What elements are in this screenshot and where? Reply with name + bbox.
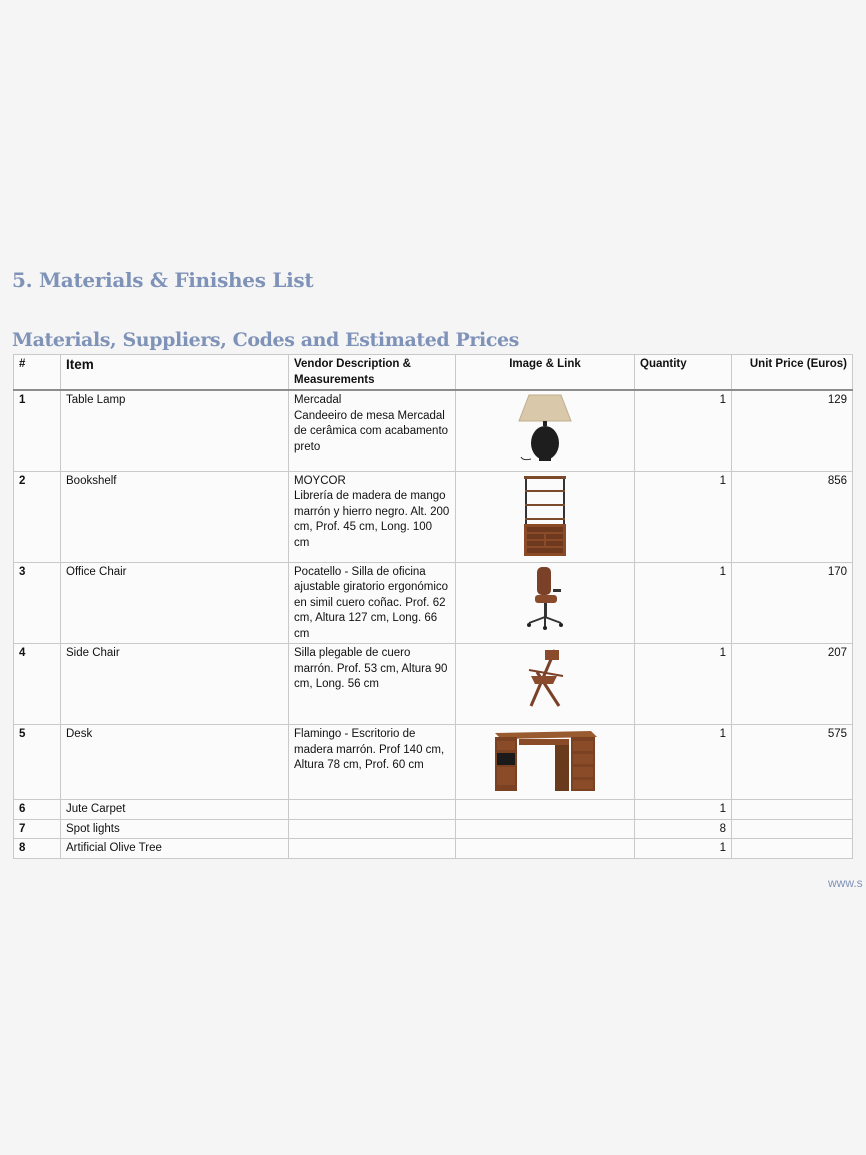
vendor-description [289, 800, 456, 820]
footer-website-link[interactable]: www.s [828, 876, 863, 890]
quantity: 8 [635, 819, 732, 839]
product-image-cell[interactable] [456, 725, 635, 800]
row-number: 4 [14, 644, 61, 725]
unit-price: 129 [732, 390, 853, 471]
materials-subtitle: Materials, Suppliers, Codes and Estimated Prices [12, 329, 519, 351]
quantity: 1 [635, 839, 732, 859]
vendor-text: Flamingo - Escritorio de madera marrón. Prof 140 cm, Altura 78 cm, Prof. 60 cm [294, 728, 445, 771]
desk-image[interactable] [491, 727, 599, 795]
table-row [14, 725, 853, 800]
item-name: Table Lamp [61, 390, 289, 471]
vendor-text: Silla plegable de cuero marrón. Prof. 53 cm, Altura 90 cm, Long. 56 cm [294, 647, 448, 690]
item-name: Spot lights [61, 819, 289, 839]
product-image-cell[interactable] [456, 471, 635, 562]
item-name: Jute Carpet [61, 800, 289, 820]
table-row [14, 839, 853, 859]
vendor-text: Mercadal Candeeiro de mesa Mercadal de cerâmica com acabamento preto [294, 394, 449, 453]
bookshelf-image[interactable] [523, 474, 567, 558]
row-number: 1 [14, 390, 61, 471]
row-number: 8 [14, 839, 61, 859]
vendor-description [289, 725, 456, 800]
col-header-number: # [14, 355, 61, 391]
table-row [14, 562, 853, 644]
vendor-text: Pocatello - Silla de oficina ajustable giratorio ergonómico en simil cuero coñac. Prof. 62 cm, Altura 127 cm, Long. 66 cm [294, 565, 449, 640]
table-lamp-image[interactable] [515, 393, 575, 463]
col-header-vendor: Vendor Description & Measurements [289, 355, 456, 391]
office-chair-image[interactable] [525, 565, 565, 631]
item-name: Artificial Olive Tree [61, 839, 289, 859]
quantity: 1 [635, 725, 732, 800]
product-image-cell [456, 839, 635, 859]
unit-price: 170 [732, 562, 853, 644]
item-name: Desk [61, 725, 289, 800]
unit-price: 575 [732, 725, 853, 800]
col-header-quantity: Quantity [635, 355, 732, 391]
product-image-cell [456, 819, 635, 839]
quantity: 1 [635, 471, 732, 562]
section-title: 5. Materials & Finishes List [12, 268, 314, 292]
quantity: 1 [635, 644, 732, 725]
table-row [14, 644, 853, 725]
row-number: 5 [14, 725, 61, 800]
row-number: 7 [14, 819, 61, 839]
unit-price [732, 839, 853, 859]
unit-price [732, 819, 853, 839]
vendor-description [289, 390, 456, 471]
item-name: Bookshelf [61, 471, 289, 562]
unit-price [732, 800, 853, 820]
item-name: Side Chair [61, 644, 289, 725]
quantity: 1 [635, 562, 732, 644]
quantity: 1 [635, 800, 732, 820]
product-image-cell[interactable] [456, 644, 635, 725]
col-header-unit-price: Unit Price (Euros) [732, 355, 853, 391]
table-row [14, 471, 853, 562]
item-name: Office Chair [61, 562, 289, 644]
vendor-description [289, 839, 456, 859]
vendor-description [289, 644, 456, 725]
product-image-cell[interactable] [456, 562, 635, 644]
quantity: 1 [635, 390, 732, 471]
row-number: 2 [14, 471, 61, 562]
vendor-description [289, 562, 456, 644]
table-header-row [14, 355, 853, 391]
col-header-item: Item [61, 355, 289, 391]
materials-table [13, 354, 853, 859]
vendor-text: MOYCOR Librería de madera de mango marrón y hierro negro. Alt. 200 cm, Prof. 45 cm, Long. 100 cm [294, 474, 450, 549]
product-image-cell [456, 800, 635, 820]
vendor-description [289, 471, 456, 562]
product-image-cell[interactable] [456, 390, 635, 471]
col-header-image: Image & Link [456, 355, 635, 391]
row-number: 6 [14, 800, 61, 820]
row-number: 3 [14, 562, 61, 644]
table-row [14, 390, 853, 471]
unit-price: 207 [732, 644, 853, 725]
folding-chair-image[interactable] [523, 646, 567, 708]
table-row [14, 800, 853, 820]
table-row [14, 819, 853, 839]
vendor-description [289, 819, 456, 839]
unit-price: 856 [732, 471, 853, 562]
